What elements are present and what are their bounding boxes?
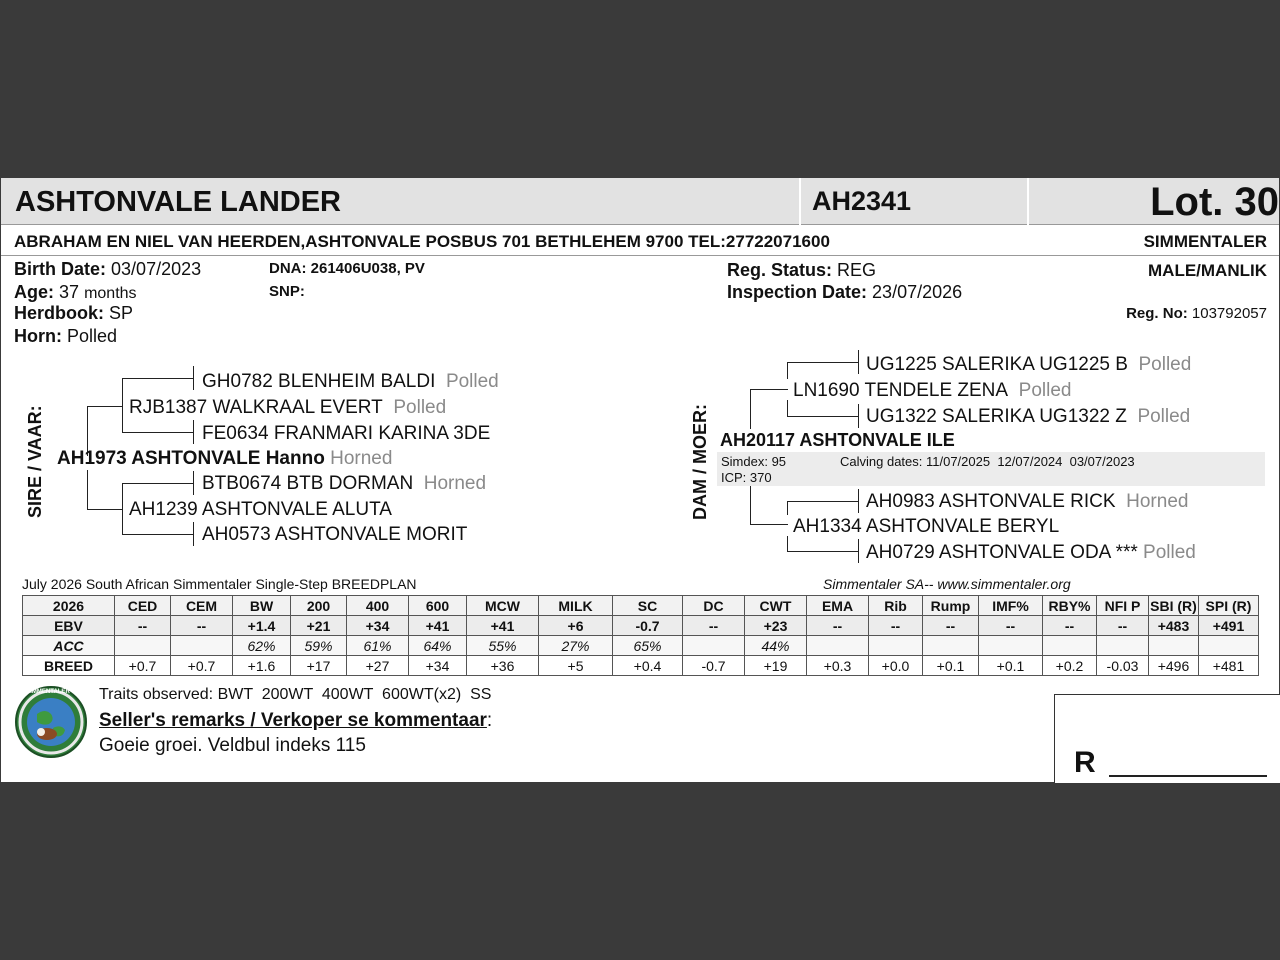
ebv-cell: +1.6 bbox=[233, 656, 291, 676]
sire-label: SIRE / VAAR: bbox=[25, 405, 45, 518]
pedigree-ss bbox=[129, 397, 446, 419]
pedigree-sds bbox=[202, 473, 486, 495]
ebv-cell bbox=[683, 636, 745, 656]
ebv-cell: +483 bbox=[1149, 616, 1199, 636]
herdbook-label: Herdbook: bbox=[14, 303, 104, 323]
reg-status bbox=[727, 260, 876, 281]
pedigree-ssd bbox=[202, 423, 490, 445]
line bbox=[750, 483, 751, 525]
ebv-row bbox=[23, 656, 1259, 676]
reg-no-value: 103792057 bbox=[1191, 305, 1267, 322]
line bbox=[193, 366, 194, 390]
ebv-cell: +5 bbox=[539, 656, 613, 676]
ebv-col-header: CWT bbox=[745, 596, 807, 616]
ebv-col-header: SC bbox=[613, 596, 683, 616]
dam-label: DAM / MOER: bbox=[690, 404, 710, 520]
pedigree-horn: Polled bbox=[393, 397, 447, 418]
line bbox=[122, 432, 194, 433]
breed-name: SIMMENTALER bbox=[1143, 232, 1267, 251]
ebv-row-label: ACC bbox=[23, 636, 115, 656]
ebv-col-header: 200 bbox=[291, 596, 347, 616]
ebv-col-header: DC bbox=[683, 596, 745, 616]
price-label: R bbox=[1074, 746, 1096, 779]
horn-value: Polled bbox=[67, 326, 118, 346]
line bbox=[193, 420, 194, 444]
calving-dates: Calving dates: 11/07/2025 12/07/2024 03/07/2023 bbox=[840, 454, 1135, 469]
pedigree-ds bbox=[793, 380, 1071, 402]
line bbox=[787, 400, 788, 417]
line bbox=[787, 362, 788, 379]
ebv-cell: -- bbox=[979, 616, 1043, 636]
ebv-col-header: SBI (R) bbox=[1150, 597, 1197, 614]
horn-label: Horn: bbox=[14, 326, 62, 346]
ebv-col-header: 600 bbox=[409, 596, 467, 616]
line bbox=[858, 539, 859, 563]
reg-status-value: REG bbox=[837, 260, 877, 280]
lot-card bbox=[1, 178, 1279, 782]
birth-date-value: 03/07/2023 bbox=[111, 259, 202, 279]
line bbox=[122, 378, 194, 379]
globe-cattle-icon bbox=[17, 688, 85, 756]
ebv-cell: -0.03 bbox=[1097, 656, 1149, 676]
ebv-cell: +21 bbox=[291, 616, 347, 636]
ebv-col-header: NFI P bbox=[1097, 596, 1149, 616]
pedigree-name: AH0983 ASHTONVALE RICK bbox=[866, 491, 1116, 512]
remarks-title: Seller's remarks / Verkoper se kommentaar bbox=[99, 710, 487, 731]
pedigree-dam: AH20117 ASHTONVALE ILE bbox=[720, 430, 955, 450]
breedplan-source: Simmentaler SA-- www.simmentaler.org bbox=[823, 576, 1071, 592]
ebv-cell bbox=[1199, 636, 1259, 656]
birth-date-label: Birth Date: bbox=[14, 259, 107, 279]
pedigree-name: GH0782 BLENHEIM BALDI bbox=[202, 371, 436, 392]
ebv-cell: +36 bbox=[467, 656, 539, 676]
ebv-row-label: EBV bbox=[23, 616, 115, 636]
simdex: Simdex: 95 bbox=[721, 454, 787, 469]
line bbox=[122, 483, 123, 535]
line bbox=[87, 470, 88, 510]
ebv-col-header: Rump bbox=[923, 596, 979, 616]
pedigree-dss bbox=[866, 354, 1191, 376]
horn bbox=[14, 326, 117, 347]
ebv-cell: 44% bbox=[745, 636, 807, 656]
ebv-cell bbox=[923, 636, 979, 656]
line bbox=[750, 389, 751, 429]
line bbox=[750, 389, 788, 390]
ebv-cell: 55% bbox=[467, 636, 539, 656]
line bbox=[787, 551, 859, 552]
pedigree-name: AH0729 ASHTONVALE ODA *** bbox=[866, 542, 1138, 563]
sex: MALE/MANLIK bbox=[1148, 261, 1267, 280]
ebv-cell: 27% bbox=[539, 636, 613, 656]
ebv-cell: +1.4 bbox=[233, 616, 291, 636]
ebv-cell: 65% bbox=[613, 636, 683, 656]
ebv-cell bbox=[807, 636, 869, 656]
ebv-cell: -0.7 bbox=[613, 616, 683, 636]
ebv-cell: +491 bbox=[1199, 616, 1259, 636]
ebv-cell: +0.7 bbox=[171, 656, 233, 676]
pedigree-name: LN1690 TENDELE ZENA bbox=[793, 380, 1009, 401]
logo-text: SIMMENTALER bbox=[26, 689, 70, 695]
line bbox=[122, 483, 194, 484]
ebv-col-header: 400 bbox=[347, 596, 409, 616]
pedigree-name: AH1973 ASHTONVALE Hanno bbox=[57, 448, 325, 469]
remarks-heading bbox=[99, 710, 492, 732]
logo bbox=[15, 686, 87, 758]
line bbox=[787, 501, 788, 515]
pedigree-horn: Polled bbox=[445, 371, 499, 392]
ebv-cell: -- bbox=[171, 616, 233, 636]
ebv-row-label: BREED bbox=[23, 656, 115, 676]
animal-id: AH2341 bbox=[812, 186, 912, 216]
ebv-cell: 59% bbox=[291, 636, 347, 656]
ebv-cell: +6 bbox=[539, 616, 613, 636]
birth-date bbox=[14, 259, 201, 280]
pedigree-sd bbox=[129, 499, 392, 521]
ebv-cell: +41 bbox=[467, 616, 539, 636]
herdbook bbox=[14, 303, 133, 324]
line bbox=[858, 489, 859, 513]
pedigree-horn: Polled bbox=[1137, 406, 1191, 427]
ebv-cell: +0.3 bbox=[807, 656, 869, 676]
ebv-col-header: CED bbox=[115, 596, 171, 616]
ebv-cell: +19 bbox=[745, 656, 807, 676]
age-value: 37 bbox=[59, 282, 80, 302]
line bbox=[787, 501, 859, 502]
ebv-cell bbox=[979, 636, 1043, 656]
pedigree-ddd bbox=[866, 542, 1196, 564]
ebv-cell bbox=[1097, 636, 1149, 656]
line bbox=[858, 404, 859, 428]
ebv-col-header: MILK bbox=[539, 596, 613, 616]
line bbox=[87, 406, 123, 407]
age-label: Age: bbox=[14, 282, 54, 302]
reg-no bbox=[1126, 305, 1267, 322]
ebv-cell: +481 bbox=[1199, 656, 1259, 676]
pedigree-name: AH0573 ASHTONVALE MORIT bbox=[202, 524, 468, 545]
inspection-date bbox=[727, 282, 962, 303]
pedigree-horn: Horned bbox=[1126, 491, 1189, 512]
pedigree-horn: Polled bbox=[1143, 542, 1196, 563]
pedigree-horn: Horned bbox=[330, 448, 393, 469]
line bbox=[787, 362, 859, 363]
ebv-cell bbox=[115, 636, 171, 656]
ebv-cell: +0.2 bbox=[1043, 656, 1097, 676]
age bbox=[14, 282, 137, 303]
ebv-cell: +0.1 bbox=[923, 656, 979, 676]
ebv-col-header: Rib bbox=[869, 596, 923, 616]
pedigree-dd bbox=[793, 516, 1059, 538]
pedigree-horn: Polled bbox=[1018, 380, 1072, 401]
ebv-cell: -- bbox=[923, 616, 979, 636]
ebv-cell: 64% bbox=[409, 636, 467, 656]
reg-no-label: Reg. No: bbox=[1126, 305, 1188, 322]
ebv-table bbox=[22, 595, 1259, 676]
ebv-cell: +0.4 bbox=[613, 656, 683, 676]
ebv-cell bbox=[171, 636, 233, 656]
pedigree-name: AH1334 ASHTONVALE BERYL bbox=[793, 516, 1060, 537]
pedigree-sire bbox=[57, 448, 392, 470]
ebv-cell: 62% bbox=[233, 636, 291, 656]
ebv-col-header: BW bbox=[233, 596, 291, 616]
ebv-cell bbox=[1043, 636, 1097, 656]
pedigree-name: BTB0674 BTB DORMAN bbox=[202, 473, 414, 494]
ebv-col-header: CEM bbox=[171, 596, 233, 616]
herdbook-value: SP bbox=[109, 303, 134, 323]
inspection-value: 23/07/2026 bbox=[872, 282, 963, 302]
ebv-cell: +41 bbox=[409, 616, 467, 636]
ebv-cell: +0.7 bbox=[115, 656, 171, 676]
line bbox=[858, 350, 859, 374]
ebv-cell: +0.0 bbox=[869, 656, 923, 676]
ebv-col-header: IMF% bbox=[979, 596, 1043, 616]
pedigree-sss bbox=[202, 371, 499, 393]
price-input-line[interactable] bbox=[1109, 775, 1267, 777]
pedigree-name: UG1322 SALERIKA UG1322 Z bbox=[866, 406, 1127, 427]
pedigree-horn: Horned bbox=[423, 473, 487, 494]
ebv-cell: -- bbox=[869, 616, 923, 636]
ebv-cell: +34 bbox=[347, 616, 409, 636]
line bbox=[122, 378, 123, 432]
ebv-cell: -- bbox=[1043, 616, 1097, 636]
icp: ICP: 370 bbox=[721, 470, 772, 485]
pedigree-name: UG1225 SALERIKA UG1225 B bbox=[866, 354, 1128, 375]
line bbox=[87, 509, 123, 510]
pedigree-sdd bbox=[202, 524, 467, 546]
line bbox=[787, 416, 859, 417]
line bbox=[193, 522, 194, 546]
dna: DNA: 261406U038, PV bbox=[269, 260, 425, 277]
ebv-col-header: EMA bbox=[807, 596, 869, 616]
remarks-colon: : bbox=[486, 710, 493, 731]
ebv-cell: -- bbox=[807, 616, 869, 636]
inspection-label: Inspection Date: bbox=[727, 282, 868, 302]
ebv-cell: +23 bbox=[745, 616, 807, 636]
remarks-text: Goeie groei. Veldbul indeks 115 bbox=[99, 735, 366, 756]
ebv-cell: +27 bbox=[347, 656, 409, 676]
breedplan-caption: July 2026 South African Simmentaler Single-Step BREEDPLAN bbox=[22, 576, 417, 592]
ebv-cell bbox=[1149, 636, 1199, 656]
ebv-cell bbox=[869, 636, 923, 656]
lot-number: Lot. 30 bbox=[1150, 180, 1279, 224]
traits-observed: Traits observed: BWT 200WT 400WT 600WT(x2) SS bbox=[99, 686, 492, 703]
owner-line: ABRAHAM EN NIEL VAN HEERDEN,ASHTONVALE POSBUS 701 BETHLEHEM 9700 TEL:27722071600 bbox=[14, 232, 830, 251]
ebv-row bbox=[23, 616, 1259, 636]
ebv-col-header: RBY% bbox=[1043, 596, 1097, 616]
pedigree-name: AH1239 ASHTONVALE ALUTA bbox=[129, 499, 392, 520]
ebv-cell: +0.1 bbox=[979, 656, 1043, 676]
ebv-cell: -- bbox=[683, 616, 745, 636]
ebv-cell: +34 bbox=[409, 656, 467, 676]
ebv-col-header: 2026 bbox=[23, 596, 115, 616]
line bbox=[787, 536, 788, 552]
pedigree-name: FE0634 FRANMARI KARINA 3DE bbox=[202, 423, 491, 444]
ebv-cell: -- bbox=[115, 616, 171, 636]
ebv-col-header: MCW bbox=[467, 596, 539, 616]
pedigree-dds bbox=[866, 491, 1188, 513]
ebv-cell: +17 bbox=[291, 656, 347, 676]
ebv-cell: +496 bbox=[1149, 656, 1199, 676]
pedigree-name: RJB1387 WALKRAAL EVERT bbox=[129, 397, 383, 418]
animal-name: ASHTONVALE LANDER bbox=[15, 186, 341, 218]
pedigree-horn: Polled bbox=[1138, 354, 1192, 375]
reg-status-label: Reg. Status: bbox=[727, 260, 833, 280]
ebv-cell: 61% bbox=[347, 636, 409, 656]
ebv-cell: -0.7 bbox=[683, 656, 745, 676]
age-unit: months bbox=[84, 285, 137, 302]
line bbox=[193, 471, 194, 495]
ebv-row bbox=[23, 636, 1259, 656]
ebv-col-header: SPI (R) bbox=[1199, 596, 1259, 616]
line bbox=[122, 534, 194, 535]
pedigree-dsd bbox=[866, 406, 1190, 428]
snp: SNP: bbox=[269, 283, 305, 300]
ebv-cell: -- bbox=[1097, 616, 1149, 636]
line bbox=[750, 524, 788, 525]
